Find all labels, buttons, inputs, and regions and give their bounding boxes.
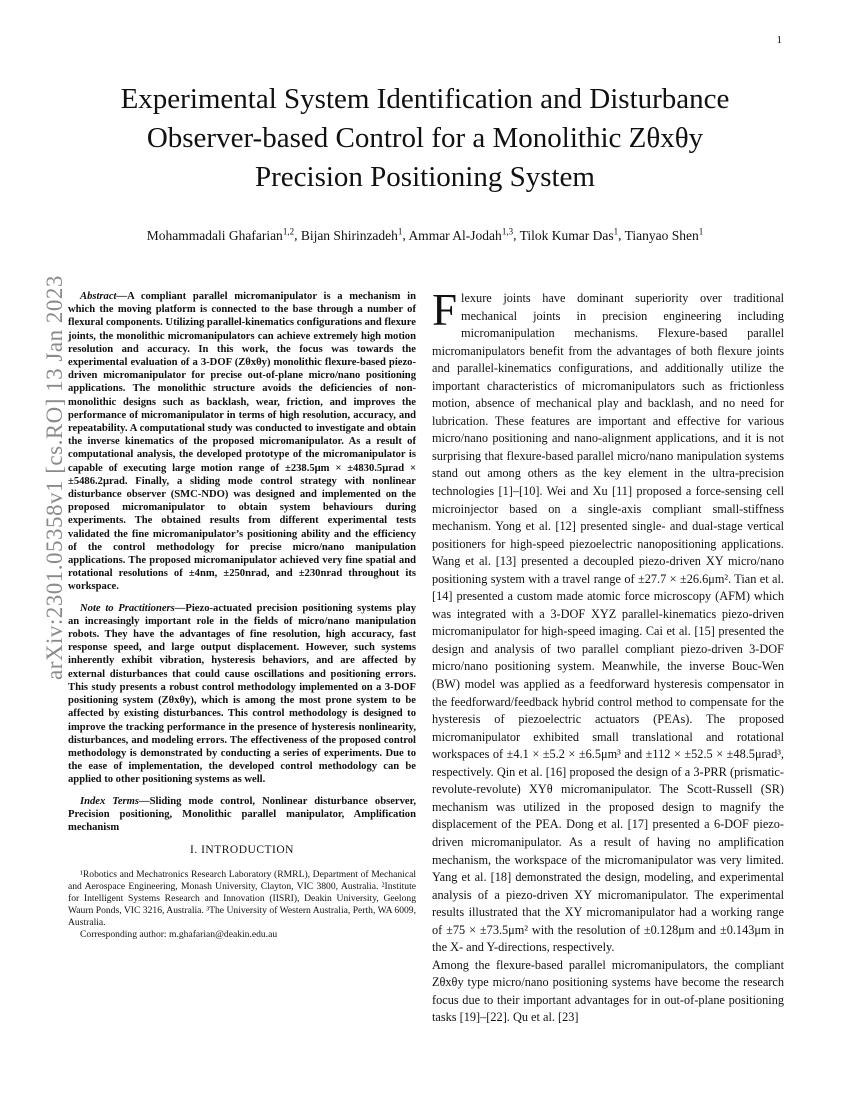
intro-paragraph-2: Among the flexure-based parallel micromanipulators, the compliant Zθxθy type micro/nano positioning systems have become the research focus due to their important advantages for in out-of-plane positioning tasks [19]–[22]. Qu et al. [23] [432,957,784,1025]
section-heading-introduction: I. INTRODUCTION [190,844,294,857]
practitioners-text: —Piezo-actuated precision positioning systems play an increasingly important role in the fields of micro/nano manipulation robots. They have the advantages of fine resolution, high accuracy, fast response speed, and large output displacement. However, such systems inherently exhibit vibration, hysteresis behaviors, and are affected by external disturbances that could cause oscillations and positioning errors. This study presents a robust control methodology implemented on a 3-DOF positioning system (Zθxθy), which is among the most prone system to be affected by existing disturbances. This control methodology is designed to improve the tracking performance in the presence of hysteresis nonlinearity, disturbances, and modeling errors. The effectiveness of the proposed control methodology is demonstrated by conducting a series of experiments. Due to the ease of implementation, the developed control methodology can be applied to other positioning systems as well. [68,602,416,786]
author: Tianyao Shen$^1$ [624,226,704,243]
note-to-practitioners [68,602,416,787]
title-line-1: Experimental System Identification and Disturbance [120,83,730,115]
intro-text: lexure joints have dominant superiority over traditional mechanical joints in precision engineering including micromanipulation mechanisms. Flexure-based parallel micromanipulators benefit from the advantages of both flexure joints and parallel-kinematics configurations, and additionally utilize the important characteristics of micromanipulators such as frictionless motion, absence of mechanical play and backlash, and no need for lubrication. These features are important and effective for various micro/nano positioning and nano-alignment applications, and it is not surprising that flexure-based parallel micro/nano manipulation systems stand out among others as the key element in the ultra-precision technologies [1]–[10]. Wei and Xu [11] proposed a force-sensing cell microinjector based on a single-axis compliant small-stiffness mechanism. Yong et al. [12] presented single- and dual-stage vertical positioners for high-speed piezoelectric nanopositioning applications. Wang et al. [13] presented a decoupled piezo-driven XY micro/nano positioning system with a travel range of ±27.7 × ±26.6μm². Tian et al. [14] presented a custom made atomic force microscopy (AFM) which was integrated with a 3-DOF XYZ parallel-kinematics piezo-driven micromanipulator for high-speed imaging. Cai et al. [15] presented the design and analysis of two parallel compliant piezo-driven 3-DOF micro/nano positioning system. Meanwhile, the inverse Bouc-Wen (BW) model was applied as a feedforward hysteresis compensator in the feedforward/feedback hybrid control method to compensate for the hysteresis of piezoelectric actuators (PEAs). The proposed micromanipulator exhibited small translational and rotational workspaces of ±4.1 × ±5.2 × ±6.5μm³ and ±112 × ±52.5 × ±48.5μrad³, respectively. Qin et al. [16] proposed the design of a 3-PRR (prismatic-revolute-revolute) XYθ micromanipulator. The Scott-Russell (SR) mechanism was utilized in the proposed design to magnify the displacement of the PEA. Dong et al. [17] presented a 6-DOF piezo-driven micromanipulator. As a result of having no amplification mechanism, the workspace of the micromanipulator was very limited. Yang et al. [18] demonstrated the design, modeling, and experimental analysis of a piezo-driven XY micromanipulator. The experimental results illustrated that the XY micromanipulator had a working range of ±75 × ±73.5μm² with the resolution of ±0.128μm and ±0.143μm in the X- and Y-directions, respectively. [432,291,784,955]
index-terms-text: —Sliding mode control, Nonlinear disturbance observer, Precision positioning, Monolithic parallel manipulator, Amplification mechanism [68,795,416,833]
abstract-text: —A compliant parallel micromanipulator is a mechanism in which the moving platform is connected to the base through a number of flexural components. Utilizing parallel-kinematics configurations and flexure joints, the monolithic micromanipulators can achieve extremely high motion resolution and accuracy. In this work, the focus was towards the experimental evaluation of a 3-DOF (Zθxθy) monolithic flexure-based piezo-driven micromanipulator for precise out-of-plane micro/nano positioning applications. The monolithic structure avoids the deficiencies of non-monolithic designs such as backlash, wear, friction, and improves the performance of micromanipulator in terms of high resolution, accuracy, and repeatability. A computational study was conducted to investigate and obtain the inverse kinematics of the proposed micromanipulator. As a result of computational analysis, the developed prototype of the micromanipulator is capable of executing large motion range of ±238.5μm × ±4830.5μrad × ±5486.2μrad. Finally, a sliding mode control strategy with nonlinear disturbance observer (SMC-NDO) was designed and implemented on the proposed micromanipulator to obtain system behaviours during experiments. The obtained results from different experimental tests validated the fine micromanipulator’s positioning ability and the efficiency of the control methodology for precise micro/nano manipulation applications. The proposed micromanipulator achieved very fine spatial and rotational resolutions of ±4nm, ±250nrad, and ±230nrad throughout its workspace. [68,291,416,593]
footnotes [68,869,416,941]
arxiv-stamp[interactable]: arXiv:2301.05358v1 [cs.RO] 13 Jan 2023 [42,275,67,680]
author-list: Mohammadali Ghafarian$^{1,2}$, Bijan Shirinzadeh$^1$, Ammar Al-Jodah$^{1,3}$, Tilok Kumar Das$^1$, Tianyao Shen$^1$ [146,226,704,243]
author: Tilok Kumar Das$^1$ [519,226,619,243]
title-line-3: Precision Positioning System [255,161,595,193]
title-line-2: Observer-based Control for a Monolithic Zθxθy [146,122,704,154]
footnote-affiliations: ¹Robotics and Mechatronics Research Laboratory (RMRL), Department of Mechanical and Aerospace Engineering, Monash University, Clayton, VIC 3800, Australia. ²Institute for Intelligent Systems Research and Innovation (IISRI), Deakin University, Geelong Waurn Ponds, VIC 3216, Australia. ³The University of Western Australia, Perth, WA 6009, Australia. [68,869,416,929]
author: Mohammadali Ghafarian$^{1,2}$ [146,226,295,243]
right-column [432,285,784,1027]
drop-cap: F [432,285,458,335]
left-column [68,290,416,941]
abstract [68,290,416,594]
index-terms-label: Index Terms [80,795,140,807]
page-number: 1 [776,34,782,46]
author: Bijan Shirinzadeh$^1$ [300,226,403,243]
footnote-corresponding: Corresponding author: m.ghafarian@deakin.edu.au [80,929,278,941]
paper-title [60,80,790,197]
practitioners-label: Note to Practitioners [80,602,175,614]
author: Ammar Al-Jodah$^{1,3}$ [408,226,514,243]
index-terms [68,795,416,835]
abstract-label: Abstract [80,291,117,302]
intro-paragraph [432,285,784,957]
